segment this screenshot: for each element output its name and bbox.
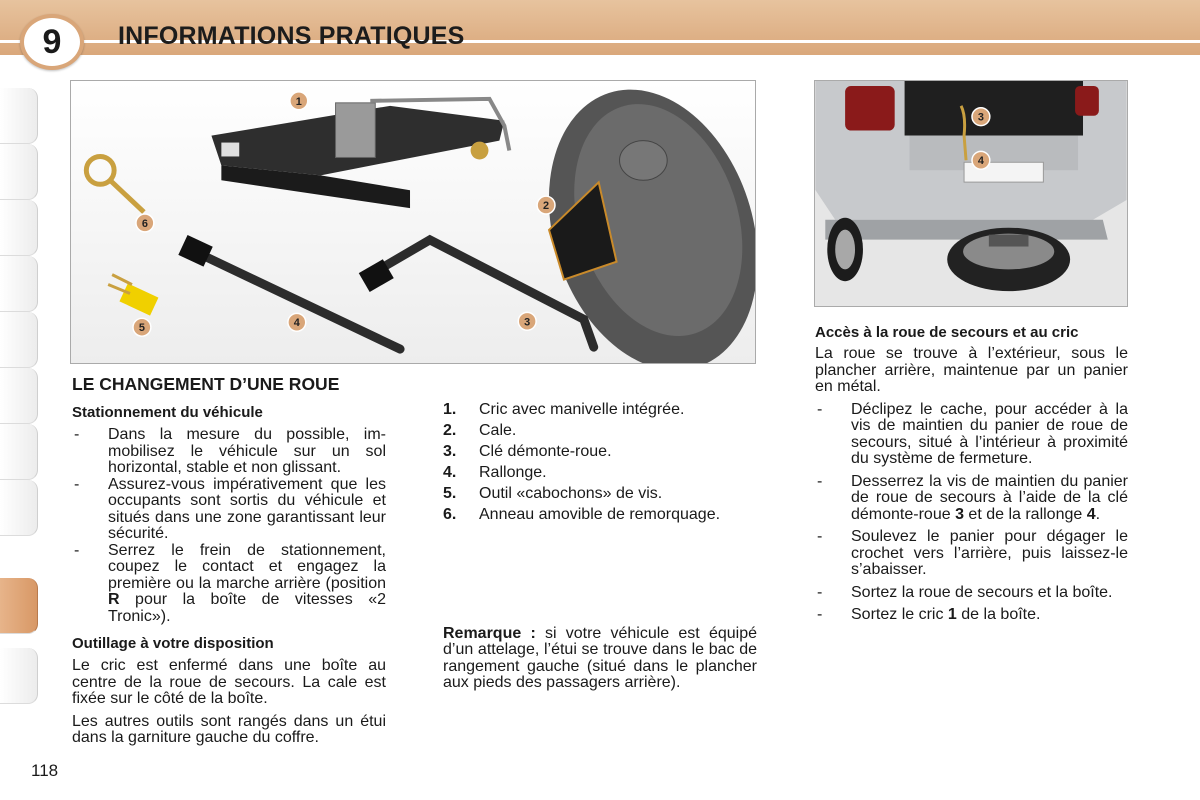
spare-access-heading: Accès à la roue de secours et au cric	[815, 324, 1079, 341]
legend-item: 1. Cric avec manivelle intégrée.	[443, 401, 685, 418]
parking-step: - Dans la mesure du possible, immobilisez le véhicule sur un sol horizontal, stable et non glissant.	[72, 427, 386, 477]
tools-paragraph: Le cric est enfermé dans une boîte au centre de la roue de secours. La cale est fixée sur le côté de la boîte.	[72, 657, 386, 707]
chapter-tab[interactable]	[0, 144, 38, 200]
spare-access-steps	[815, 402, 1128, 624]
header-bottom-edge	[0, 55, 1200, 63]
callout-5	[133, 318, 151, 336]
left-column	[72, 374, 386, 753]
svg-text:4: 4	[977, 155, 984, 168]
spare-step: - Déclipez le cache, pour accéder à la vis de maintien du panier de roue de secours, situé à l’intérieur à proximité du système de fermeture.	[815, 402, 1128, 468]
spare-access-intro: La roue se trouve à l’extérieur, sous le plancher arrière, maintenue par un panier en métal.	[815, 345, 1128, 395]
legend-column	[443, 402, 757, 698]
tow-ring-drawing	[86, 156, 144, 212]
chapter-tab[interactable]	[0, 648, 38, 704]
parking-steps	[72, 427, 386, 625]
jack-drawing	[211, 99, 509, 208]
legend-item: 3. Clé démonte-roue.	[443, 443, 612, 461]
remark-paragraph: Remarque : si votre véhicule est équipé d’un attelage, l’étui se trouve dans le bac de rangement gauche (situé dans le plancher aux pieds des passagers arrière).	[443, 624, 757, 692]
callout-6	[136, 214, 154, 232]
spare-step: - Desserrez la vis de maintien du panier de roue de secours à l’aide de la clé démonte-roue 3 et de la rallonge 4.	[815, 474, 1128, 524]
tools-illustration	[70, 80, 756, 364]
legend-item: 6. Anneau amovible de remorquage.	[443, 506, 721, 524]
chapter-number-badge: 9	[20, 14, 84, 70]
svg-text:3: 3	[524, 316, 531, 329]
spare-case-drawing	[514, 81, 755, 363]
right-column	[815, 324, 1128, 630]
parking-step: - Assurez-vous impérativement que les occupants sont sortis du véhicule et situés dans une zone garantissant leur sécurité.	[72, 477, 386, 543]
chapter-tab[interactable]	[0, 256, 38, 312]
tools-drawing	[71, 81, 755, 363]
chapter-title: INFORMATIONS PRATIQUES	[118, 22, 465, 50]
callout-4	[288, 313, 306, 331]
legend-item: 5. Outil «cabochons» de vis.	[443, 485, 663, 503]
chapter-tab-strip	[0, 88, 40, 718]
chapter-tab[interactable]	[0, 480, 38, 536]
tools-heading: Outillage à votre disposition	[72, 635, 274, 652]
svg-text:3: 3	[977, 111, 984, 124]
chapter-tab[interactable]	[0, 424, 38, 480]
figure-legend	[443, 402, 757, 524]
car-rear-drawing	[815, 81, 1127, 306]
callout-1	[290, 92, 308, 110]
spare-step: - Sortez la roue de secours et la boîte.	[815, 585, 1128, 602]
svg-text:4: 4	[293, 317, 300, 330]
spare-step: - Soulevez le panier pour dégager le crochet vers l’arrière, puis laissez-le s’abaisser.	[815, 529, 1128, 579]
section-title: LE CHANGEMENT D’UNE ROUE	[72, 374, 340, 394]
page-number: 118	[31, 761, 59, 780]
car-rear-illustration	[814, 80, 1128, 307]
chapter-tab-active[interactable]	[0, 578, 38, 634]
spare-step: - Sortez le cric 1 de la boîte.	[815, 607, 1128, 624]
chapter-tab[interactable]	[0, 200, 38, 256]
svg-text:1: 1	[295, 95, 302, 108]
svg-text:6: 6	[141, 217, 148, 230]
chapter-tab[interactable]	[0, 312, 38, 368]
extension-bar-drawing	[178, 235, 400, 349]
legend-item: 2. Cale.	[443, 422, 517, 440]
svg-text:2: 2	[543, 200, 550, 213]
chapter-tab[interactable]	[0, 368, 38, 424]
callout-2	[537, 196, 555, 214]
parking-heading: Stationnement du véhicule	[72, 404, 263, 421]
legend-item: 4. Rallonge.	[443, 464, 547, 482]
chapter-tab[interactable]	[0, 88, 38, 144]
callout-3	[518, 312, 536, 330]
car-callout-3	[972, 108, 990, 126]
svg-text:5: 5	[138, 322, 145, 335]
parking-step: - Serrez le frein de stationnement, coupez le contact et engagez la première ou la marche arrière (position R pour la boîte de vitesses «2 Tronic»).	[72, 543, 386, 626]
car-callout-4	[972, 151, 990, 169]
cap-tool-drawing	[108, 275, 158, 316]
tools-paragraph: Les autres outils sont rangés dans un étui dans la garniture gauche du coffre.	[72, 712, 386, 746]
